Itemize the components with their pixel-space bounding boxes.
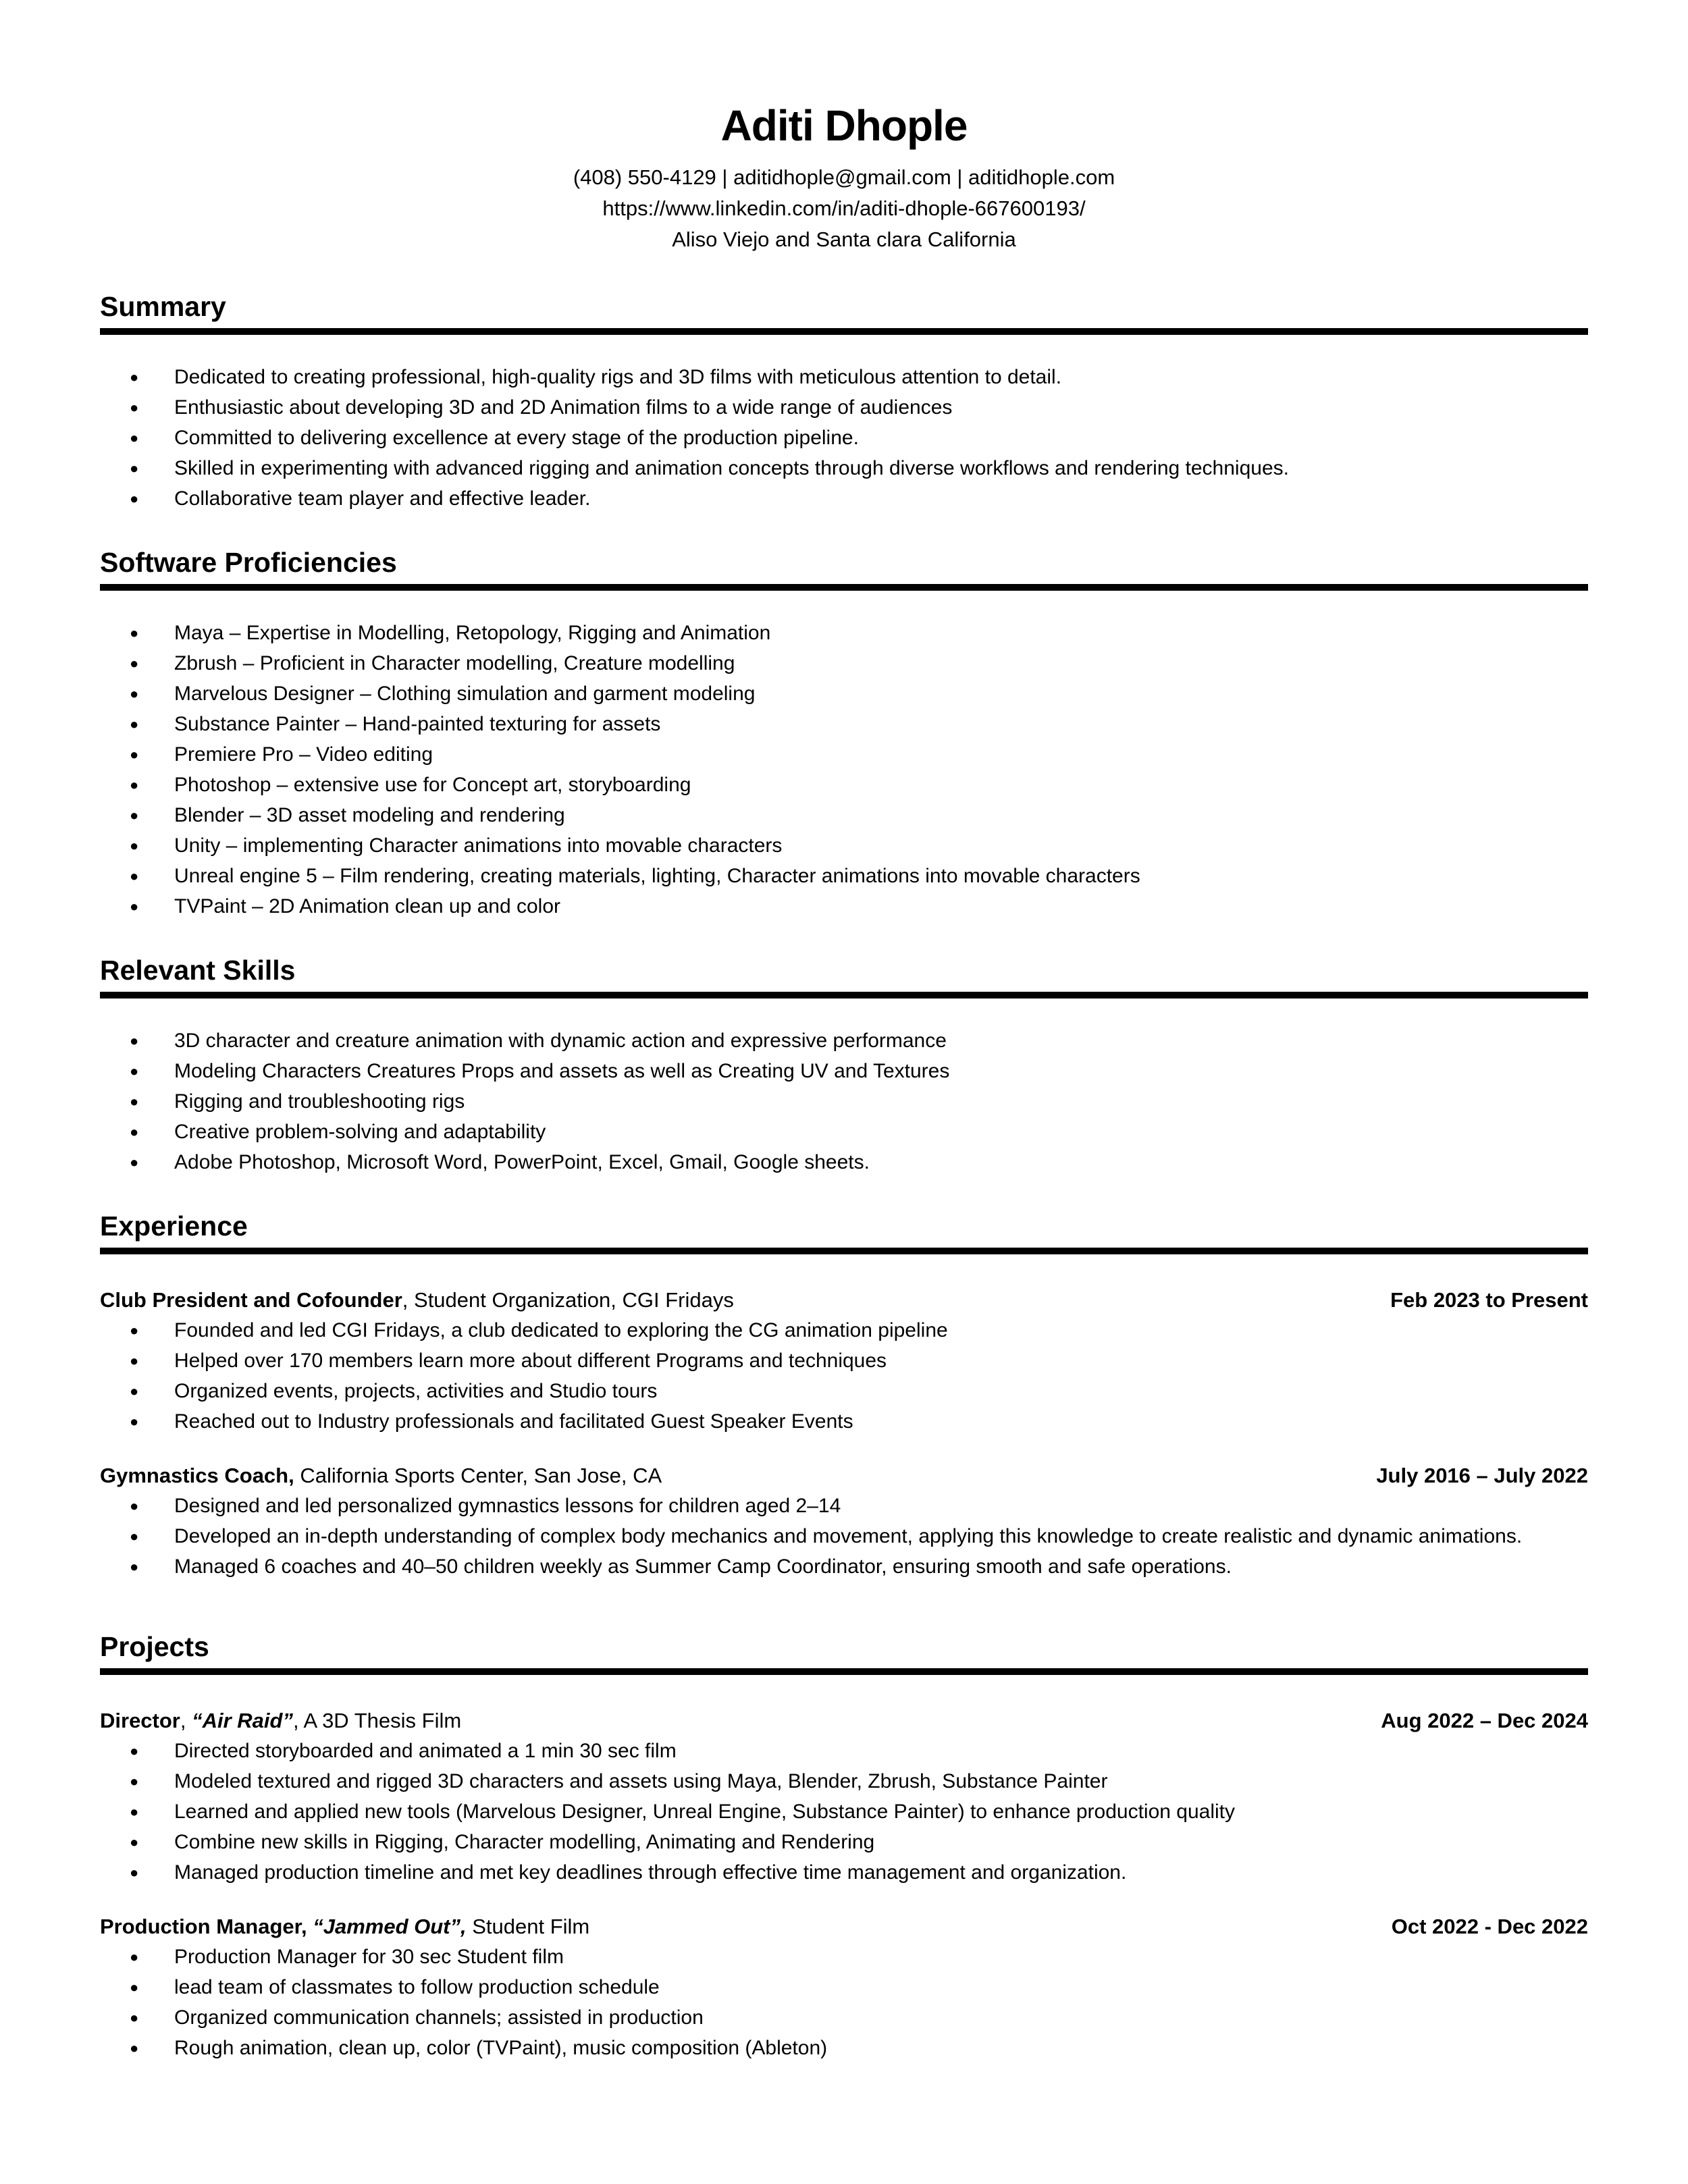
bullet-text: Marvelous Designer – Clothing simulation and garment modeling <box>174 683 756 705</box>
bullet-item <box>100 483 1588 514</box>
bullet-icon: ● <box>130 807 139 824</box>
bullet-text: Substance Painter – Hand-painted texturing for assets <box>174 713 661 735</box>
bullet-item <box>100 362 1588 392</box>
bullet-text: Committed to delivering excellence at every stage of the production pipeline. <box>174 427 859 449</box>
section-relevant-skills <box>100 954 1588 1177</box>
bullet-icon: ● <box>130 776 139 793</box>
bullet-text: Production Manager for 30 sec Student film <box>174 1946 564 1968</box>
section-software-proficiencies <box>100 546 1588 922</box>
bullet-item <box>100 1315 1588 1346</box>
section-experience <box>100 1210 1588 1582</box>
bullet-text: Learned and applied new tools (Marvelous Designer, Unreal Engine, Substance Painter) to enhance production quality <box>174 1801 1235 1823</box>
bullet-text: Developed an in-depth understanding of complex body mechanics and movement, applying this knowledge to create realistic and dynamic animations. <box>174 1525 1523 1547</box>
bullet-text: 3D character and creature animation with dynamic action and expressive performance <box>174 1030 947 1052</box>
bullet-icon: ● <box>130 716 139 733</box>
bullet-text: Premiere Pro – Video editing <box>174 743 433 766</box>
entry-title <box>100 1911 589 1942</box>
section-summary <box>100 290 1588 514</box>
entry-title <box>100 1705 461 1736</box>
bullet-icon: ● <box>130 1497 139 1514</box>
bullet-text: Combine new skills in Rigging, Character modelling, Animating and Rendering <box>174 1831 875 1853</box>
bullet-item <box>100 1117 1588 1147</box>
bullet-item <box>100 709 1588 739</box>
bullet-icon: ● <box>130 655 139 672</box>
bullet-item <box>100 1376 1588 1406</box>
entry <box>100 1285 1588 1437</box>
bullet-item <box>100 1857 1588 1888</box>
title-segment: Club President and Cofounder <box>100 1288 402 1312</box>
resume-header <box>100 101 1588 255</box>
bullet-text: Photoshop – extensive use for Concept art, storyboarding <box>174 774 691 796</box>
bullet-item <box>100 861 1588 891</box>
bullet-icon: ● <box>130 399 139 416</box>
bullet-text: Dedicated to creating professional, high-quality rigs and 3D films with meticulous attention to detail. <box>174 366 1062 388</box>
bullet-item <box>100 1056 1588 1086</box>
bullet-icon: ● <box>130 898 139 915</box>
experience-entries <box>100 1285 1588 1582</box>
location-line: Aliso Viejo and Santa clara California <box>672 228 1016 251</box>
bullet-text: Zbrush – Proficient in Character modelling, Creature modelling <box>174 652 735 674</box>
bullet-item <box>100 423 1588 453</box>
bullet-icon: ● <box>130 1383 139 1400</box>
section-title-experience: Experience <box>100 1210 1588 1254</box>
bullet-item <box>100 618 1588 648</box>
bullet-item <box>100 1766 1588 1796</box>
bullet-item <box>100 1086 1588 1117</box>
section-projects <box>100 1630 1588 2063</box>
bullet-item <box>100 1796 1588 1827</box>
bullet-text: Organized communication channels; assisted in production <box>174 2006 704 2029</box>
entry-bullet-list <box>100 1315 1588 1437</box>
bullet-text: Unreal engine 5 – Film rendering, creating materials, lighting, Character animations into movable characters <box>174 865 1140 887</box>
bullet-item <box>100 1551 1588 1582</box>
title-segment: “Jammed Out”, <box>313 1915 467 1938</box>
section-title-software: Software Proficiencies <box>100 546 1588 591</box>
project-entries <box>100 1705 1588 2063</box>
entry-bullet-list <box>100 1942 1588 2063</box>
bullet-item <box>100 1972 1588 2002</box>
bullet-text: Designed and led personalized gymnastics lessons for children aged 2–14 <box>174 1495 841 1517</box>
bullet-icon: ● <box>130 837 139 854</box>
entry-header <box>100 1285 1588 1315</box>
bullet-icon: ● <box>130 490 139 507</box>
entry-title <box>100 1460 662 1491</box>
bullet-text: Skilled in experimenting with advanced rigging and animation concepts through diverse workflows and rendering techniques. <box>174 457 1289 479</box>
bullet-icon: ● <box>130 1322 139 1339</box>
entry-header <box>100 1911 1588 1942</box>
title-segment: California Sports Center, San Jose, CA <box>294 1464 662 1487</box>
bullet-icon: ● <box>130 369 139 385</box>
entry <box>100 1705 1588 1888</box>
entry-header <box>100 1460 1588 1491</box>
bullet-text: Unity – implementing Character animations into movable characters <box>174 834 783 857</box>
title-segment: Student Film <box>466 1915 590 1938</box>
software-bullet-list <box>100 618 1588 922</box>
bullet-text: lead team of classmates to follow production schedule <box>174 1976 660 1998</box>
bullet-icon: ● <box>130 1352 139 1369</box>
bullet-item <box>100 453 1588 483</box>
bullet-icon: ● <box>130 1864 139 1881</box>
bullet-item <box>100 1942 1588 1972</box>
bullet-text: Enthusiastic about developing 3D and 2D Animation films to a wide range of audiences <box>174 396 953 419</box>
bullet-icon: ● <box>130 685 139 702</box>
bullet-icon: ● <box>130 1528 139 1545</box>
title-segment: , Student Organization, CGI Fridays <box>402 1288 734 1312</box>
bullet-item <box>100 1521 1588 1551</box>
bullet-text: Helped over 170 members learn more about different Programs and techniques <box>174 1350 887 1372</box>
bullet-text: Creative problem-solving and adaptability <box>174 1121 546 1143</box>
bullet-text: Reached out to Industry professionals and facilitated Guest Speaker Events <box>174 1410 853 1433</box>
entry-date: Feb 2023 to Present <box>1390 1288 1588 1312</box>
bullet-icon: ● <box>130 1773 139 1790</box>
bullet-item <box>100 1736 1588 1766</box>
bullet-icon: ● <box>130 2009 139 2026</box>
bullet-icon: ● <box>130 868 139 884</box>
title-segment: Production Manager, <box>100 1915 307 1938</box>
entry-bullet-list <box>100 1736 1588 1888</box>
entry <box>100 1460 1588 1582</box>
skills-bullet-list <box>100 1026 1588 1177</box>
bullet-item <box>100 2033 1588 2063</box>
bullet-icon: ● <box>130 1742 139 1759</box>
bullet-icon: ● <box>130 746 139 763</box>
title-segment: , A 3D Thesis Film <box>292 1709 462 1732</box>
bullet-icon: ● <box>130 1948 139 1965</box>
title-segment: , <box>180 1709 192 1732</box>
bullet-icon: ● <box>130 2040 139 2056</box>
summary-bullet-list <box>100 362 1588 514</box>
bullet-text: Rough animation, clean up, color (TVPaint), music composition (Ableton) <box>174 2037 828 2059</box>
bullet-text: Modeling Characters Creatures Props and assets as well as Creating UV and Textures <box>174 1060 950 1082</box>
bullet-text: Rigging and troubleshooting rigs <box>174 1090 465 1113</box>
bullet-item <box>100 891 1588 922</box>
bullet-icon: ● <box>130 1032 139 1049</box>
bullet-icon: ● <box>130 1093 139 1110</box>
entry-bullet-list <box>100 1491 1588 1582</box>
title-segment: Director <box>100 1709 180 1732</box>
bullet-item <box>100 1491 1588 1521</box>
bullet-item <box>100 739 1588 770</box>
title-segment: “Air Raid” <box>192 1709 293 1732</box>
bullet-text: Collaborative team player and effective leader. <box>174 487 591 510</box>
entry-date: Oct 2022 - Dec 2022 <box>1391 1915 1588 1938</box>
bullet-text: Managed 6 coaches and 40–50 children weekly as Summer Camp Coordinator, ensuring smooth and safe operations. <box>174 1555 1232 1578</box>
bullet-text: Adobe Photoshop, Microsoft Word, PowerPoint, Excel, Gmail, Google sheets. <box>174 1151 870 1173</box>
section-title-skills: Relevant Skills <box>100 954 1588 998</box>
entry <box>100 1911 1588 2063</box>
bullet-text: Directed storyboarded and animated a 1 min 30 sec film <box>174 1740 677 1762</box>
bullet-text: Founded and led CGI Fridays, a club dedicated to exploring the CG animation pipeline <box>174 1319 948 1341</box>
title-segment <box>307 1915 313 1938</box>
bullet-text: Organized events, projects, activities and Studio tours <box>174 1380 658 1402</box>
bullet-text: Managed production timeline and met key deadlines through effective time management and organization. <box>174 1861 1127 1884</box>
section-title-summary: Summary <box>100 290 1588 335</box>
bullet-icon: ● <box>130 1803 139 1820</box>
bullet-icon: ● <box>130 1063 139 1080</box>
bullet-item <box>100 678 1588 709</box>
bullet-icon: ● <box>130 460 139 477</box>
section-title-projects: Projects <box>100 1630 1588 1675</box>
bullet-icon: ● <box>130 429 139 446</box>
bullet-item <box>100 392 1588 423</box>
bullet-icon: ● <box>130 1834 139 1850</box>
bullet-item <box>100 2002 1588 2033</box>
bullet-icon: ● <box>130 1979 139 1996</box>
bullet-icon: ● <box>130 624 139 641</box>
entry-date: July 2016 – July 2022 <box>1376 1464 1588 1487</box>
bullet-item <box>100 770 1588 800</box>
candidate-name: Aditi Dhople <box>720 101 968 150</box>
bullet-item <box>100 1827 1588 1857</box>
bullet-item <box>100 1026 1588 1056</box>
bullet-text: TVPaint – 2D Animation clean up and color <box>174 895 561 917</box>
bullet-item <box>100 800 1588 830</box>
entry-title <box>100 1285 734 1315</box>
bullet-icon: ● <box>130 1123 139 1140</box>
bullet-icon: ● <box>130 1558 139 1575</box>
contact-line: (408) 550-4129 | aditidhople@gmail.com | aditidhople.com <box>573 165 1115 189</box>
bullet-item <box>100 1346 1588 1376</box>
bullet-text: Maya – Expertise in Modelling, Retopology, Rigging and Animation <box>174 622 771 644</box>
bullet-item <box>100 648 1588 678</box>
entry-header <box>100 1705 1588 1736</box>
bullet-item <box>100 1147 1588 1177</box>
bullet-item <box>100 1406 1588 1437</box>
title-segment: Gymnastics Coach, <box>100 1464 294 1487</box>
bullet-text: Blender – 3D asset modeling and rendering <box>174 804 565 826</box>
bullet-text: Modeled textured and rigged 3D characters and assets using Maya, Blender, Zbrush, Substance Painter <box>174 1770 1108 1792</box>
bullet-icon: ● <box>130 1413 139 1430</box>
linkedin-url: https://www.linkedin.com/in/aditi-dhople-667600193/ <box>602 196 1086 220</box>
bullet-icon: ● <box>130 1154 139 1171</box>
bullet-item <box>100 830 1588 861</box>
entry-date: Aug 2022 – Dec 2024 <box>1381 1709 1588 1732</box>
